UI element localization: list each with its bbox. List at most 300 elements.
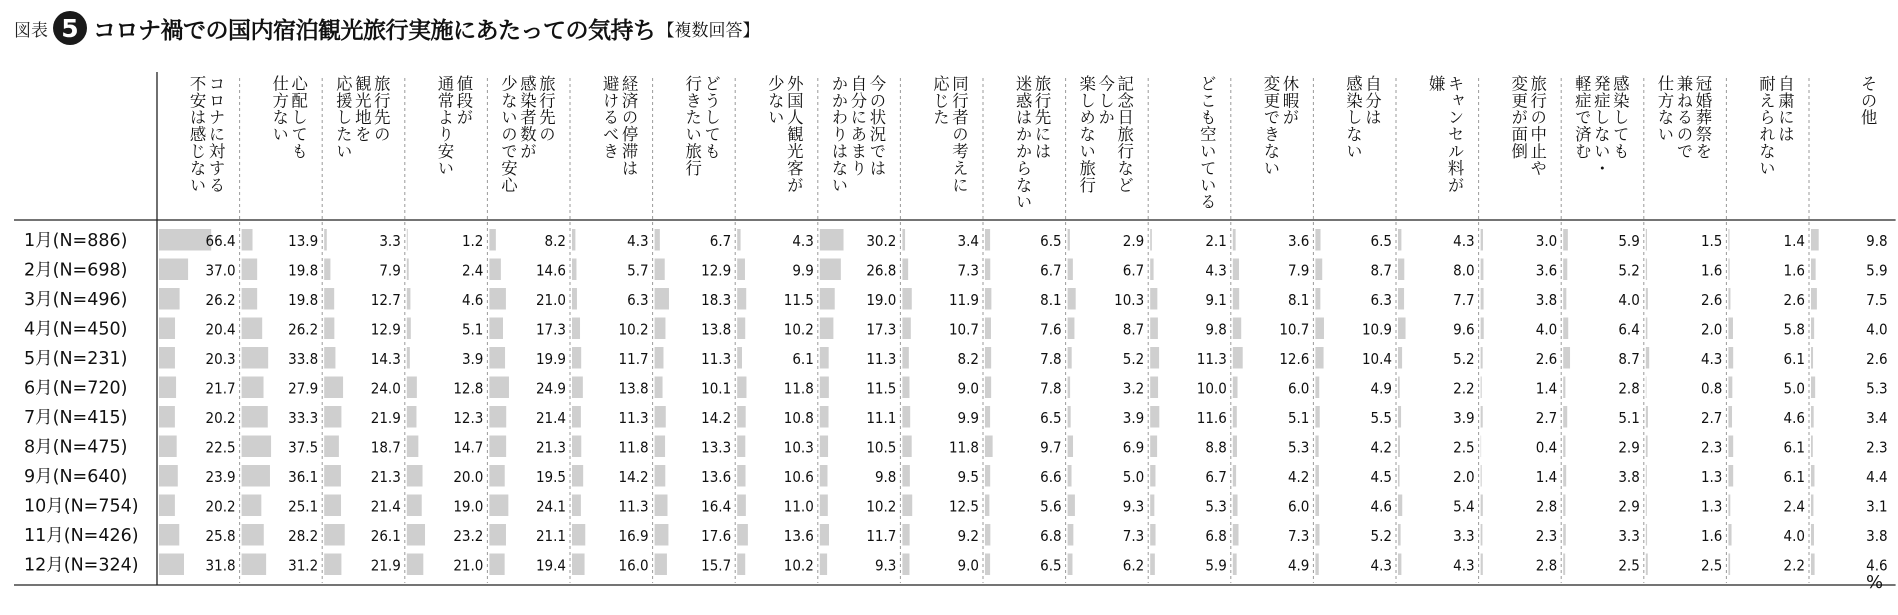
data-label: 2.6: [1535, 349, 1558, 368]
value-bar: [1811, 436, 1813, 458]
value-bar: [1068, 259, 1073, 281]
value-bar: [324, 347, 335, 369]
data-label: 14.6: [535, 261, 566, 280]
data-label: 21.9: [370, 556, 401, 575]
figure-number-badge: 5: [53, 11, 87, 45]
data-label: 2.3: [1700, 438, 1723, 457]
value-bar: [489, 524, 506, 546]
data-label: 4.6: [1783, 408, 1805, 427]
value-bar: [1150, 524, 1155, 546]
value-bar: [820, 377, 829, 399]
data-label: 11.8: [948, 438, 979, 457]
value-bar: [1315, 288, 1320, 310]
row-label: 7月(N=415): [24, 407, 128, 428]
value-bar: [159, 554, 184, 576]
row-label: 1月(N=886): [24, 230, 128, 251]
data-label: 33.8: [288, 349, 319, 368]
value-bar: [902, 554, 909, 576]
value-bar: [407, 259, 409, 281]
data-label: 21.3: [535, 438, 566, 457]
data-label: 23.2: [453, 526, 484, 545]
column-header-text: 記念日旅行など: [1114, 75, 1134, 194]
data-label: 3.8: [1866, 526, 1888, 545]
value-bar: [902, 259, 908, 281]
value-bar: [1646, 554, 1648, 576]
data-label: 10.2: [783, 556, 814, 575]
data-label: 4.3: [1700, 349, 1723, 368]
value-bar: [1068, 347, 1072, 369]
data-label: 2.5: [1618, 556, 1640, 575]
data-label: 1.4: [1535, 379, 1558, 398]
value-bar: [1398, 495, 1402, 517]
value-bar: [1563, 436, 1565, 458]
data-label: 5.8: [1783, 320, 1805, 339]
data-label: 21.0: [535, 290, 566, 309]
data-label: 2.5: [1453, 438, 1475, 457]
data-label: 9.3: [1122, 497, 1145, 516]
data-label: 6.5: [1370, 231, 1392, 250]
value-bar: [159, 495, 175, 517]
row-label: 10月(N=754): [24, 496, 139, 517]
data-label: 7.8: [1040, 349, 1062, 368]
value-bar: [820, 524, 829, 546]
data-label: 2.6: [1700, 290, 1723, 309]
value-bar: [655, 495, 668, 517]
data-label: 21.7: [205, 379, 236, 398]
value-bar: [1068, 318, 1075, 340]
figure-title-suffix: 【複数回答】: [657, 20, 760, 41]
data-label: 11.1: [866, 408, 897, 427]
value-bar: [1398, 436, 1400, 458]
data-label: 15.7: [701, 556, 732, 575]
data-label: 5.2: [1453, 349, 1475, 368]
value-bar: [407, 524, 425, 546]
data-label: 11.9: [948, 290, 979, 309]
value-bar: [1811, 347, 1813, 369]
value-bar: [1150, 347, 1159, 369]
data-label: 2.4: [1783, 497, 1805, 516]
column-header-text: 耐えられない: [1756, 75, 1776, 177]
value-bar: [985, 436, 993, 458]
column-header-text: 心配しても: [288, 75, 308, 160]
data-label: 5.1: [461, 320, 484, 339]
value-bar: [902, 377, 909, 399]
value-bar: [1481, 524, 1483, 546]
value-bar: [1233, 259, 1239, 281]
data-label: 4.6: [461, 290, 484, 309]
value-bar: [655, 288, 669, 310]
data-label: 6.8: [1040, 526, 1062, 545]
data-label: 4.9: [1370, 379, 1392, 398]
value-bar: [1563, 229, 1568, 251]
data-label: 7.7: [1453, 290, 1475, 309]
column-header-text: 今しか: [1095, 75, 1115, 126]
value-bar: [489, 288, 506, 310]
data-label: 3.3: [1618, 526, 1640, 545]
value-bar: [242, 406, 268, 428]
value-bar: [737, 406, 745, 428]
column-header-text: 嫌: [1426, 75, 1446, 92]
data-label: 3.6: [1287, 231, 1310, 250]
value-bar: [489, 465, 504, 487]
data-label: 21.4: [535, 408, 566, 427]
column-header-text: 少ない: [765, 75, 785, 126]
value-bar: [985, 406, 990, 428]
data-label: 18.3: [701, 290, 732, 309]
data-label: 27.9: [288, 379, 319, 398]
data-label: 3.0: [1535, 231, 1558, 250]
value-bar: [1150, 495, 1154, 517]
data-label: 9.3: [874, 556, 897, 575]
data-label: 20.0: [453, 467, 484, 486]
column-header-text: 迷惑はかからない: [1013, 75, 1033, 211]
value-bar: [1315, 495, 1319, 517]
value-bar: [1811, 495, 1813, 517]
value-bar: [1315, 465, 1319, 487]
value-bar: [242, 495, 262, 517]
data-label: 5.5: [1370, 408, 1392, 427]
data-label: 6.1: [792, 349, 814, 368]
data-label: 6.2: [1122, 556, 1145, 575]
data-label: 22.5: [205, 438, 236, 457]
value-bar: [407, 288, 411, 310]
data-label: 11.3: [866, 349, 897, 368]
column-header-text: 発症しない・: [1591, 75, 1611, 177]
value-bar: [1646, 377, 1647, 399]
value-bar: [655, 465, 666, 487]
value-bar: [572, 259, 576, 281]
value-bar: [407, 554, 424, 576]
value-bar: [1563, 288, 1566, 310]
data-label: 26.2: [205, 290, 236, 309]
value-bar: [820, 554, 827, 576]
value-bar: [489, 229, 495, 251]
value-bar: [1068, 406, 1071, 428]
value-bar: [1728, 318, 1733, 340]
data-label: 11.5: [783, 290, 814, 309]
value-bar: [1315, 347, 1323, 369]
data-label: 10.2: [866, 497, 897, 516]
data-label: 4.3: [1205, 261, 1227, 280]
value-bar: [902, 288, 911, 310]
data-label: 4.6: [1866, 556, 1888, 575]
value-bar: [1728, 347, 1733, 369]
value-bar: [407, 347, 410, 369]
value-bar: [985, 259, 990, 281]
value-bar: [1646, 465, 1647, 487]
value-bar: [902, 465, 909, 487]
value-bar: [1398, 406, 1401, 428]
unit-label: %: [1866, 572, 1884, 593]
value-bar: [1481, 465, 1482, 487]
data-label: 16.0: [618, 556, 649, 575]
value-bar: [159, 229, 211, 251]
value-bar: [1481, 318, 1484, 340]
data-label: 7.3: [957, 261, 979, 280]
value-bar: [1646, 288, 1648, 310]
value-bar: [489, 495, 508, 517]
value-bar: [1315, 406, 1319, 428]
data-label: 9.9: [957, 408, 979, 427]
data-label: 26.2: [288, 320, 319, 339]
data-label: 20.3: [205, 349, 236, 368]
data-label: 6.4: [1618, 320, 1640, 339]
column-header-text: 冠婚葬祭を: [1692, 75, 1712, 160]
data-label: 1.6: [1700, 526, 1723, 545]
value-bar: [1233, 465, 1236, 487]
data-label: 1.3: [1700, 497, 1723, 516]
value-bar: [407, 377, 417, 399]
value-bar: [1068, 465, 1072, 487]
value-bar: [1315, 524, 1319, 546]
column-header-text: 少ないので安心: [498, 75, 518, 194]
data-label: 9.8: [1866, 231, 1888, 250]
value-bar: [1068, 554, 1073, 576]
value-bar: [1315, 554, 1318, 576]
column-header-text: 同行者の考えに: [949, 75, 969, 194]
data-label: 7.3: [1287, 526, 1310, 545]
value-bar: [159, 436, 177, 458]
value-bar: [1068, 495, 1075, 517]
value-bar: [572, 229, 575, 251]
value-bar: [1646, 229, 1647, 251]
column-header-text: 不安は感じない: [187, 75, 207, 194]
value-bar: [159, 524, 179, 546]
column-header-text: 仕方ない: [1654, 75, 1674, 143]
data-label: 8.0: [1453, 261, 1475, 280]
value-bar: [1233, 318, 1241, 340]
data-label: 36.1: [288, 467, 319, 486]
data-label: 6.6: [1040, 467, 1062, 486]
value-bar: [1563, 377, 1565, 399]
data-label: 2.8: [1618, 379, 1640, 398]
value-bar: [985, 229, 990, 251]
value-bar: [655, 259, 665, 281]
data-label: 13.8: [618, 379, 649, 398]
data-label: 2.4: [461, 261, 484, 280]
column-header-text: 感染しても: [1610, 75, 1630, 160]
value-bar: [324, 465, 341, 487]
column-header-text: 楽しめない旅行: [1076, 75, 1096, 194]
data-label: 5.1: [1618, 408, 1640, 427]
value-bar: [655, 554, 667, 576]
column-header-text: 旅行先の: [536, 75, 556, 143]
data-label: 3.9: [1453, 408, 1475, 427]
value-bar: [1398, 524, 1401, 546]
value-bar: [1398, 288, 1404, 310]
value-bar: [737, 465, 745, 487]
data-label: 3.1: [1866, 497, 1888, 516]
value-bar: [985, 524, 990, 546]
value-bar: [1563, 318, 1568, 340]
value-bar: [655, 347, 664, 369]
value-bar: [1563, 554, 1565, 576]
value-bar: [655, 524, 669, 546]
data-label: 4.3: [792, 231, 814, 250]
data-label: 1.3: [1700, 467, 1723, 486]
data-label: 10.3: [783, 438, 814, 457]
data-label: 11.3: [618, 408, 649, 427]
data-label: 8.1: [1287, 290, 1310, 309]
data-label: 7.9: [1287, 261, 1310, 280]
figure-title: コロナ禍での国内宿泊観光旅行実施にあたっての気持ち: [93, 17, 656, 44]
column-header-text: どこも空いている: [1197, 75, 1217, 211]
data-label: 12.8: [453, 379, 484, 398]
value-bar: [242, 347, 269, 369]
column-header-text: 変更できない: [1260, 75, 1280, 177]
column-header-text: 自分は: [1362, 75, 1382, 126]
data-label: 4.3: [1453, 231, 1475, 250]
value-bar: [1646, 259, 1647, 281]
value-bar: [1728, 436, 1733, 458]
data-label: 11.3: [618, 497, 649, 516]
data-label: 17.6: [701, 526, 732, 545]
value-bar: [985, 347, 991, 369]
data-label: 6.3: [627, 290, 649, 309]
column-header-text: 仕方ない: [269, 75, 289, 143]
value-bar: [159, 347, 175, 369]
data-label: 8.1: [1040, 290, 1062, 309]
value-bar: [1233, 288, 1239, 310]
column-header-text: 通常より安い: [434, 75, 454, 177]
value-bar: [655, 436, 665, 458]
value-bar: [572, 318, 580, 340]
data-label: 33.3: [288, 408, 319, 427]
row-label: 9月(N=640): [24, 466, 128, 487]
data-label: 12.9: [370, 320, 401, 339]
value-bar: [1233, 347, 1243, 369]
value-bar: [159, 318, 175, 340]
data-label: 24.1: [535, 497, 566, 516]
data-label: 3.2: [1122, 379, 1145, 398]
data-label: 2.2: [1783, 556, 1805, 575]
data-label: 28.2: [288, 526, 319, 545]
data-label: 11.8: [618, 438, 649, 457]
value-bar: [1563, 347, 1570, 369]
value-bar: [1315, 259, 1322, 281]
value-bar: [1315, 436, 1318, 458]
data-label: 14.2: [701, 408, 732, 427]
value-bar: [820, 288, 835, 310]
value-bar: [902, 436, 911, 458]
data-label: 4.9: [1287, 556, 1310, 575]
data-label: 5.9: [1866, 261, 1888, 280]
column-header-text: 今の状況では: [866, 75, 886, 177]
data-label: 19.9: [535, 349, 566, 368]
value-bar: [1563, 259, 1567, 281]
column-header-text: 応援したい: [333, 75, 353, 160]
value-bar: [407, 229, 408, 251]
data-label: 17.3: [866, 320, 897, 339]
value-bar: [737, 288, 746, 310]
column-header-text: 兼ねるので: [1673, 75, 1693, 160]
column-header-text: 経済の停滞は: [619, 75, 639, 177]
data-label: 11.0: [783, 497, 814, 516]
value-bar: [737, 377, 746, 399]
data-label: 19.0: [866, 290, 897, 309]
data-label: 2.1: [1205, 231, 1227, 250]
data-label: 20.4: [205, 320, 236, 339]
value-bar: [1646, 347, 1649, 369]
value-bar: [1233, 377, 1238, 399]
data-label: 9.0: [957, 379, 979, 398]
data-label: 5.9: [1618, 231, 1640, 250]
data-label: 5.9: [1205, 556, 1227, 575]
column-header-text: 避けるべき: [600, 75, 620, 160]
data-label: 4.3: [1370, 556, 1392, 575]
data-label: 11.5: [866, 379, 897, 398]
data-label: 13.8: [701, 320, 732, 339]
value-bar: [820, 465, 828, 487]
data-label: 8.7: [1618, 349, 1640, 368]
data-label: 37.5: [288, 438, 319, 457]
data-label: 10.4: [1361, 349, 1392, 368]
value-bar: [1646, 524, 1647, 546]
value-bar: [1398, 377, 1400, 399]
value-bar: [572, 436, 581, 458]
value-bar: [572, 554, 585, 576]
value-bar: [324, 288, 334, 310]
data-label: 14.2: [618, 467, 649, 486]
value-bar: [1811, 406, 1814, 428]
value-bar: [489, 377, 509, 399]
value-bar: [1233, 436, 1237, 458]
data-label: 5.3: [1287, 438, 1310, 457]
data-label: 11.7: [866, 526, 897, 545]
data-label: 9.7: [1040, 438, 1062, 457]
data-label: 14.3: [370, 349, 401, 368]
data-label: 4.0: [1866, 320, 1888, 339]
data-label: 2.7: [1700, 408, 1723, 427]
column-header-text: 休暇が: [1279, 75, 1299, 126]
value-bar: [324, 436, 339, 458]
data-label: 5.3: [1205, 497, 1227, 516]
row-label: 4月(N=450): [24, 319, 128, 340]
value-bar: [489, 318, 503, 340]
data-label: 5.0: [1783, 379, 1805, 398]
data-label: 2.6: [1783, 290, 1805, 309]
data-label: 10.7: [948, 320, 979, 339]
value-bar: [737, 436, 745, 458]
data-label: 12.5: [948, 497, 979, 516]
column-header-text: 行きたい旅行: [682, 75, 702, 177]
value-bar: [1068, 288, 1076, 310]
value-bar: [902, 229, 905, 251]
data-label: 4.0: [1783, 526, 1805, 545]
value-bar: [985, 465, 990, 487]
data-label: 3.8: [1618, 467, 1640, 486]
value-bar: [489, 347, 505, 369]
data-label: 2.9: [1122, 231, 1145, 250]
data-label: 17.3: [535, 320, 566, 339]
value-bar: [1728, 377, 1732, 399]
row-label: 2月(N=698): [24, 260, 128, 281]
data-label: 7.6: [1040, 320, 1062, 339]
data-label: 0.4: [1535, 438, 1558, 457]
data-label: 7.5: [1866, 290, 1888, 309]
value-bar: [1233, 554, 1237, 576]
data-label: 23.9: [205, 467, 236, 486]
value-bar: [1315, 229, 1320, 251]
data-label: 6.8: [1205, 526, 1227, 545]
column-header-text: 応じた: [930, 75, 950, 126]
value-bar: [655, 318, 666, 340]
data-label: 4.2: [1370, 438, 1392, 457]
value-bar: [737, 495, 746, 517]
row-label: 6月(N=720): [24, 378, 128, 399]
value-bar: [902, 524, 909, 546]
data-label: 5.0: [1122, 467, 1145, 486]
